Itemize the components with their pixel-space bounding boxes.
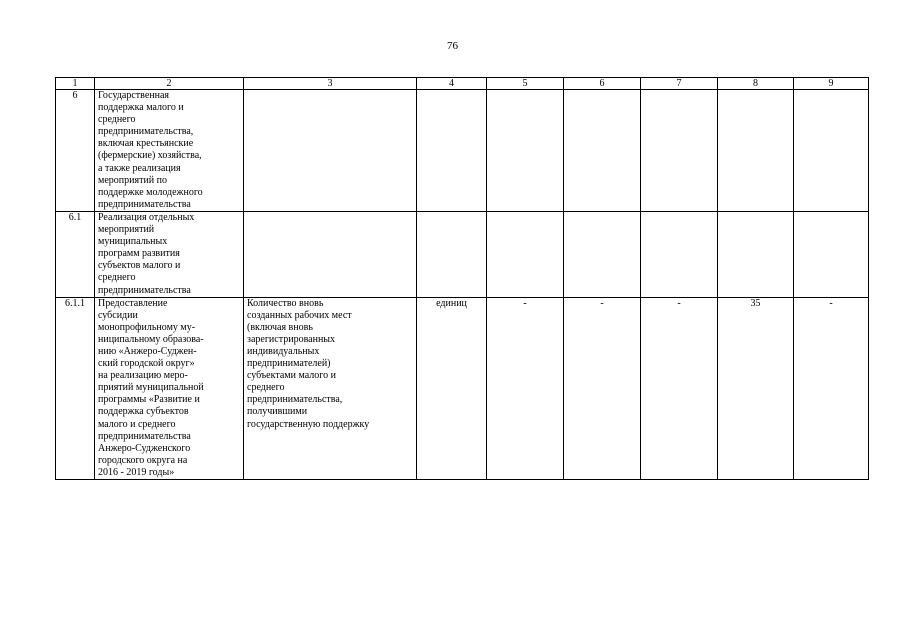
cell-line: государственную поддержку xyxy=(247,418,370,430)
cell-line: городского округа на xyxy=(98,454,188,466)
cell-line: включая крестьянские xyxy=(98,138,194,150)
cell-line: Реализация отдельных xyxy=(98,211,195,223)
row-col8 xyxy=(718,90,794,212)
cell-line: среднего xyxy=(98,114,136,126)
header-cell: 1 xyxy=(56,78,95,90)
row-unit: единиц xyxy=(417,297,487,479)
row-name xyxy=(95,297,244,479)
cell-line: муниципальных xyxy=(98,236,168,248)
row-number: 6.1 xyxy=(56,211,95,297)
table-row xyxy=(56,211,869,297)
row-indicator xyxy=(244,297,417,479)
cell-line: (включая вновь xyxy=(247,321,313,333)
cell-line: поддержка малого и xyxy=(98,102,184,114)
row-number: 6.1.1 xyxy=(56,297,95,479)
cell-line: 2016 - 2019 годы» xyxy=(98,466,175,478)
cell-line: ский городской округ» xyxy=(98,358,195,370)
row-indicator xyxy=(244,90,417,212)
cell-line: Государственная xyxy=(98,90,170,101)
row-col6 xyxy=(564,211,641,297)
row-col9 xyxy=(794,211,869,297)
cell-line: предпринимательства xyxy=(98,198,191,210)
cell-line: предпринимательства xyxy=(98,430,191,442)
row-number: 6 xyxy=(56,90,95,212)
row-col5: - xyxy=(487,297,564,479)
page-number: 76 xyxy=(447,40,458,52)
cell-line: среднего xyxy=(98,272,136,284)
cell-line: нию «Анжеро-Суджен- xyxy=(98,345,197,357)
header-cell: 4 xyxy=(417,78,487,90)
cell-line: программ развития xyxy=(98,248,180,260)
cell-line: Количество вновь xyxy=(247,297,324,309)
cell-line: субъектами малого и xyxy=(247,370,336,382)
cell-line: предпринимательства xyxy=(98,284,191,296)
cell-line: поддержка субъектов xyxy=(98,406,189,418)
row-indicator xyxy=(244,211,417,297)
row-unit xyxy=(417,211,487,297)
cell-line: мероприятий xyxy=(98,224,155,236)
row-col8: 35 xyxy=(718,297,794,479)
cell-line: приятий муниципальной xyxy=(98,382,204,394)
row-name xyxy=(95,211,244,297)
row-unit xyxy=(417,90,487,212)
cell-line: предпринимательства, xyxy=(247,394,343,406)
cell-line: ниципальному образова- xyxy=(98,333,204,345)
header-cell: 6 xyxy=(564,78,641,90)
cell-line: субсидии xyxy=(98,309,138,321)
row-col6 xyxy=(564,90,641,212)
header-cell: 8 xyxy=(718,78,794,90)
row-col6: - xyxy=(564,297,641,479)
row-col7 xyxy=(641,211,718,297)
table-row xyxy=(56,90,869,212)
indicators-table xyxy=(55,77,869,480)
cell-line: зарегистрированных xyxy=(247,333,336,345)
header-cell: 5 xyxy=(487,78,564,90)
row-col7: - xyxy=(641,297,718,479)
header-cell: 7 xyxy=(641,78,718,90)
cell-line: (фермерские) хозяйства, xyxy=(98,150,202,162)
row-col5 xyxy=(487,90,564,212)
row-col8 xyxy=(718,211,794,297)
header-cell: 3 xyxy=(244,78,417,90)
row-col5 xyxy=(487,211,564,297)
cell-line: поддержке молодежного xyxy=(98,186,203,198)
cell-line: Предоставление xyxy=(98,297,168,309)
cell-line: предпринимательства, xyxy=(98,126,194,138)
cell-line: монопрофильному му- xyxy=(98,321,196,333)
cell-line: созданных рабочих мест xyxy=(247,309,352,321)
cell-line: мероприятий по xyxy=(98,174,167,186)
cell-line: на реализацию меро- xyxy=(98,370,188,382)
row-col9 xyxy=(794,90,869,212)
header-cell: 2 xyxy=(95,78,244,90)
cell-line: малого и среднего xyxy=(98,418,176,430)
table-header-row xyxy=(56,78,869,90)
cell-line: среднего xyxy=(247,382,285,394)
row-col9: - xyxy=(794,297,869,479)
cell-line: получившими xyxy=(247,406,308,418)
row-name xyxy=(95,90,244,212)
table-row xyxy=(56,297,869,479)
cell-line: индивидуальных xyxy=(247,345,320,357)
cell-line: программы «Развитие и xyxy=(98,394,200,406)
cell-line: предпринимателей) xyxy=(247,358,331,370)
cell-line: а также реализация xyxy=(98,162,181,174)
cell-line: субъектов малого и xyxy=(98,260,181,272)
header-cell: 9 xyxy=(794,78,869,90)
cell-line: Анжеро-Судженского xyxy=(98,442,191,454)
row-col7 xyxy=(641,90,718,212)
